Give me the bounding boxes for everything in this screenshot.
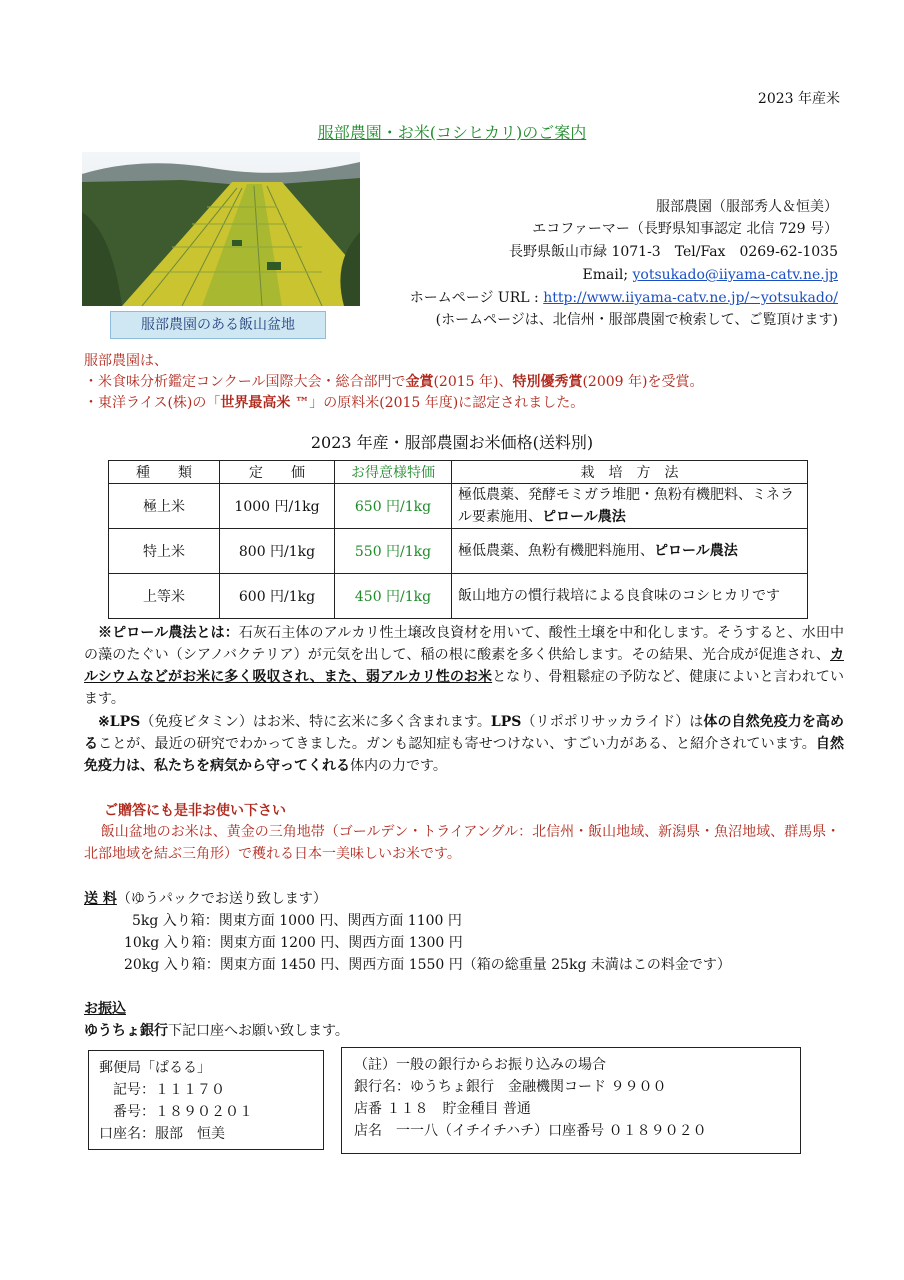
certification-line: ・東洋ライス(株)の「世界最高米 ™」の原料米(2015 年度)に認定されました。 [84, 395, 585, 411]
col-list-price: 定 価 [220, 461, 335, 484]
col-special-price: お得意様特価 [335, 461, 452, 484]
bank-branch: 店番 １１８ 貯金種目 普通 [354, 1101, 531, 1117]
rice-field-photo [82, 152, 360, 306]
postal-holder: 口座名：服部 恒美 [99, 1126, 225, 1142]
price-title: 2023 年産・服部農園お米価格(送料別) [310, 433, 594, 452]
transfer-label: お振込 [84, 1001, 126, 1017]
gift-text: 飯山盆地のお米は、黄金の三角地帯（ゴールデン・トライアングル：北信州・飯山地域、新潟県・魚沼地域、群馬県・北部地域を結ぶ三角形）で穫れる日本一美味しいお米です。 [84, 824, 841, 862]
email-label: Email; [582, 267, 633, 283]
bank-note: （註）一般の銀行からお振り込みの場合 [354, 1057, 606, 1073]
postal-number: 番号：１８９０２０１ [113, 1104, 253, 1120]
bank-code: 銀行名：ゆうちょ銀行 金融機関コード ９９００ [354, 1079, 667, 1095]
address-phone: 長野県飯山市緑 1071-3 Tel/Fax 0269-62-1035 [509, 244, 838, 260]
lps-paragraph: ※LPS（免疫ビタミン）はお米、特に玄米に多く含まれます。LPS（リポポリサッカライド）は体の自然免疫力を高めることが、最近の研究でわかってきました。ガンも認知症も寄せつけない、すごい力がある、と紹介されています。自然免疫力は、私たちを病気から守ってくれる体内の力です。 [84, 714, 845, 774]
col-method: 栽 培 方 法 [452, 461, 808, 484]
photo-caption: 服部農園のある飯山盆地 [110, 311, 326, 339]
crop-year: 2023 年産米 [757, 91, 840, 107]
email-link[interactable]: yotsukado@iiyama-catv.ne.jp [632, 267, 838, 283]
table-row: 極上米 1000 円/1kg 650 円/1kg 極低農薬、発酵モミガラ堆肥・魚粉有機肥料、ミネラル要素施用、ピロール農法 [109, 484, 808, 529]
email-line [583, 264, 838, 286]
price-table [108, 460, 808, 619]
col-kind: 種 類 [109, 461, 220, 484]
table-row: 特上米 800 円/1kg 550 円/1kg 極低農薬、魚粉有機肥料施用、ピロール農法 [109, 529, 808, 574]
pyrrole-paragraph: ※ピロール農法とは：石灰石主体のアルカリ性土壌改良資材を用いて、酸性土壌を中和化します。そうすると、水田中の藻のたぐい（シアノバクテリア）が元気を出して、稲の根に酸素を多く供給します。その結果、光合成が促進され、カルシウムなどがお米に多く吸収され、また、弱アルカリ性のお米となり、骨粗鬆症の予防など、健康によいと言われています。 [84, 625, 844, 707]
table-row: 上等米 600 円/1kg 450 円/1kg 飯山地方の慣行栽培による良食味のコシヒカリです [109, 574, 808, 619]
postal-code: 記号：１１１７０ [113, 1082, 225, 1098]
shipping-note: （ゆうパックでお送り致します） [116, 891, 327, 907]
gift-heading: ご贈答にも是非お使い下さい [104, 803, 286, 819]
award-line: ・米食味分析鑑定コンクール国際大会・総合部門で金賞(2015 年)、特別優秀賞(2009 年)を受賞。 [84, 374, 704, 390]
homepage-label: ホームページ URL : [409, 290, 544, 306]
shipping-section [84, 888, 731, 976]
page-title: 服部農園・お米(コシヒカリ)のご案内 [317, 123, 587, 142]
shipping-10kg: 10kg 入り箱：関東方面 1200 円、関西方面 1300 円 [124, 935, 463, 951]
bank-transfer-box [341, 1047, 801, 1154]
transfer-section: お振込 ゆうちょ銀行下記口座へお願い致します。 [84, 1001, 349, 1039]
bank-name: ゆうちょ銀行 [84, 1023, 168, 1039]
eco-farmer-cert: エコファーマー（長野県知事認定 北信 729 号） [532, 221, 838, 237]
shipping-5kg: 5kg 入り箱：関東方面 1000 円、関西方面 1100 円 [132, 913, 462, 929]
intro-section [84, 351, 703, 414]
farm-name: 服部農園（服部秀人＆恒美） [656, 199, 838, 215]
table-header-row [109, 461, 808, 484]
homepage-line [410, 287, 838, 309]
shipping-20kg: 20kg 入り箱：関東方面 1450 円、関西方面 1550 円（箱の総重量 25kg 未満はこの料金です） [124, 957, 731, 973]
postal-account-box [88, 1050, 324, 1150]
homepage-link[interactable]: http://www.iiyama-catv.ne.jp/~yotsukado/ [543, 290, 838, 306]
homepage-note: (ホームページは、北信州・服部農園で検索して、ご覧頂けます) [435, 312, 838, 328]
postal-name: 郵便局「ぱるる」 [99, 1060, 211, 1076]
shipping-label: 送 料 [84, 891, 117, 907]
bank-account: 店名 一一八（イチイチハチ）口座番号 ０１８９０２０ [354, 1123, 707, 1139]
intro-line: 服部農園は、 [84, 353, 168, 369]
